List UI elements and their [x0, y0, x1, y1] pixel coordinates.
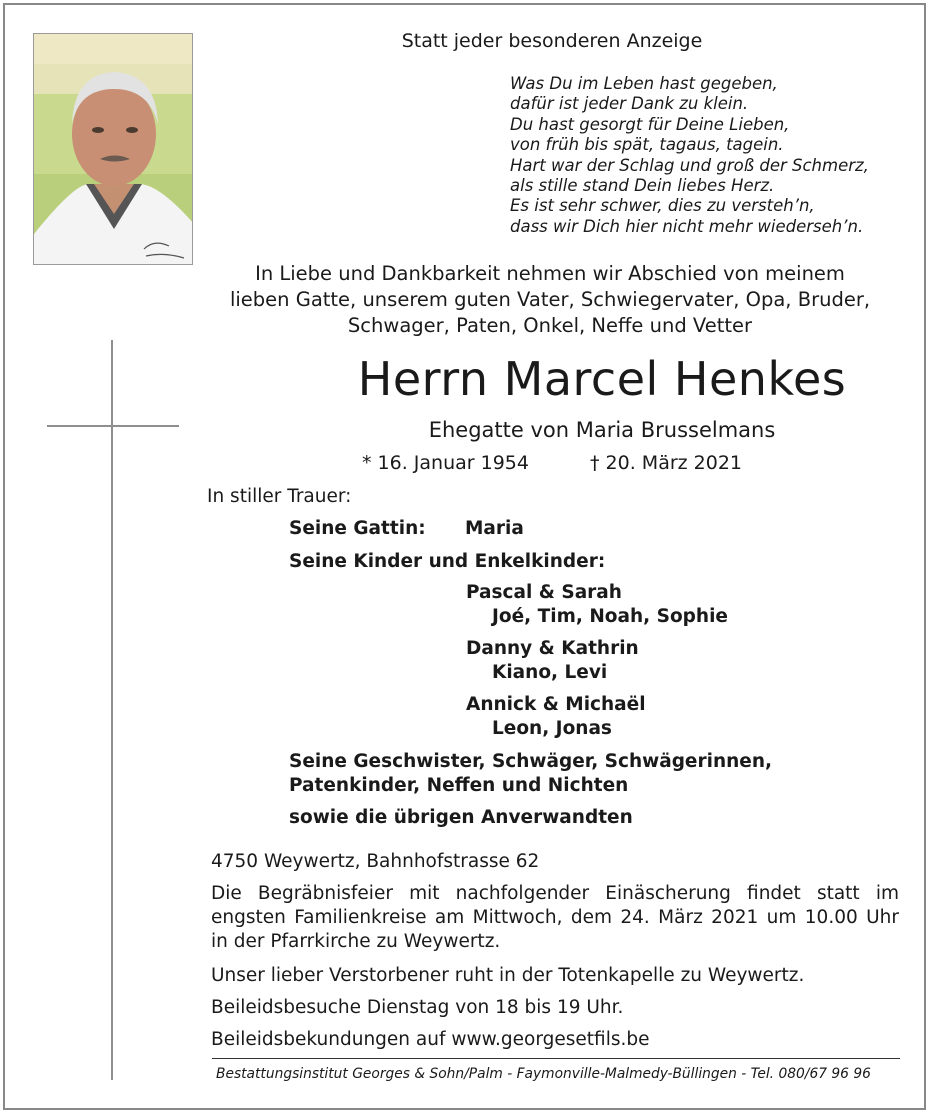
- family-children: Leon, Jonas: [492, 718, 612, 739]
- poem-line: dass wir Dich hier nicht mehr wiederseh’n.: [510, 216, 864, 236]
- funeral-line: in der Pfarrkirche zu Weywertz.: [211, 931, 501, 952]
- poem-line: Du hast gesorgt für Deine Lieben,: [510, 114, 790, 134]
- poem-line: Hart war der Schlag und groß der Schmerz,: [510, 155, 869, 175]
- visiting-hours: Beileidsbesuche Dienstag von 18 bis 19 Uhr.: [211, 997, 624, 1018]
- funeral-line: Die Begräbnisfeier mit nachfolgender Einäscherung findet statt im: [211, 883, 899, 904]
- condolences-link: Beileidsbekundungen auf www.georgesetfils.be: [211, 1029, 650, 1050]
- death-date: † 20. März 2021: [590, 452, 743, 474]
- portrait-photo-icon: [34, 34, 193, 265]
- intro-line: lieben Gatte, unserem guten Vater, Schwiegervater, Opa, Bruder,: [229, 288, 871, 311]
- funeral-home-footer: Bestattungsinstitut Georges & Sohn/Palm - Faymonville-Malmedy-Büllingen - Tel. 080/67 96 96: [216, 1066, 871, 1082]
- family-parents: Annick & Michaël: [466, 694, 646, 715]
- birth-date: * 16. Januar 1954: [362, 452, 529, 474]
- children-label: Seine Kinder und Enkelkinder:: [289, 551, 606, 572]
- header-notice: Statt jeder besonderen Anzeige: [401, 30, 703, 52]
- mourners-heading: In stiller Trauer:: [207, 486, 352, 507]
- family-children: Joé, Tim, Noah, Sophie: [492, 606, 728, 627]
- poem-line: Was Du im Leben hast gegeben,: [510, 74, 778, 93]
- resting-place: Unser lieber Verstorbener ruht in der Totenkapelle zu Weywertz.: [211, 965, 805, 986]
- siblings-line: Seine Geschwister, Schwäger, Schwägerinnen,: [289, 751, 773, 772]
- intro-text: [150, 261, 931, 339]
- family-parents: Pascal & Sarah: [466, 582, 622, 603]
- spouse-line: Ehegatte von Maria Brusselmans: [428, 418, 776, 442]
- intro-line: Schwager, Paten, Onkel, Neffe und Vetter: [347, 314, 753, 337]
- poem-line: von früh bis spät, tagaus, tagein.: [510, 135, 784, 155]
- family-parents: Danny & Kathrin: [466, 638, 639, 659]
- poem-line: als stille stand Dein liebes Herz.: [510, 176, 775, 196]
- wife-name: Maria: [465, 518, 524, 539]
- portrait-photo: [33, 33, 193, 265]
- funeral-paragraph: [211, 882, 899, 954]
- footer-divider: [212, 1058, 900, 1059]
- address: 4750 Weywertz, Bahnhofstrasse 62: [211, 851, 540, 872]
- poem-line: dafür ist jeder Dank zu klein.: [510, 94, 749, 114]
- siblings-line: Patenkinder, Neffen und Nichten: [289, 775, 629, 796]
- poem-line: Es ist sehr schwer, dies zu versteh’n,: [510, 196, 815, 216]
- poem: [510, 74, 869, 237]
- family-children: Kiano, Levi: [492, 662, 608, 683]
- cross-vertical-bar: [111, 340, 113, 1080]
- deceased-name: Herrn Marcel Henkes: [357, 352, 847, 406]
- other-relatives: sowie die übrigen Anverwandten: [289, 807, 633, 828]
- wife-label: Seine Gattin:: [289, 518, 426, 539]
- funeral-line: engsten Familienkreise am Mittwoch, dem 24. März 2021 um 10.00 Uhr: [211, 907, 899, 928]
- intro-line: In Liebe und Dankbarkeit nehmen wir Abschied von meinem: [255, 262, 845, 285]
